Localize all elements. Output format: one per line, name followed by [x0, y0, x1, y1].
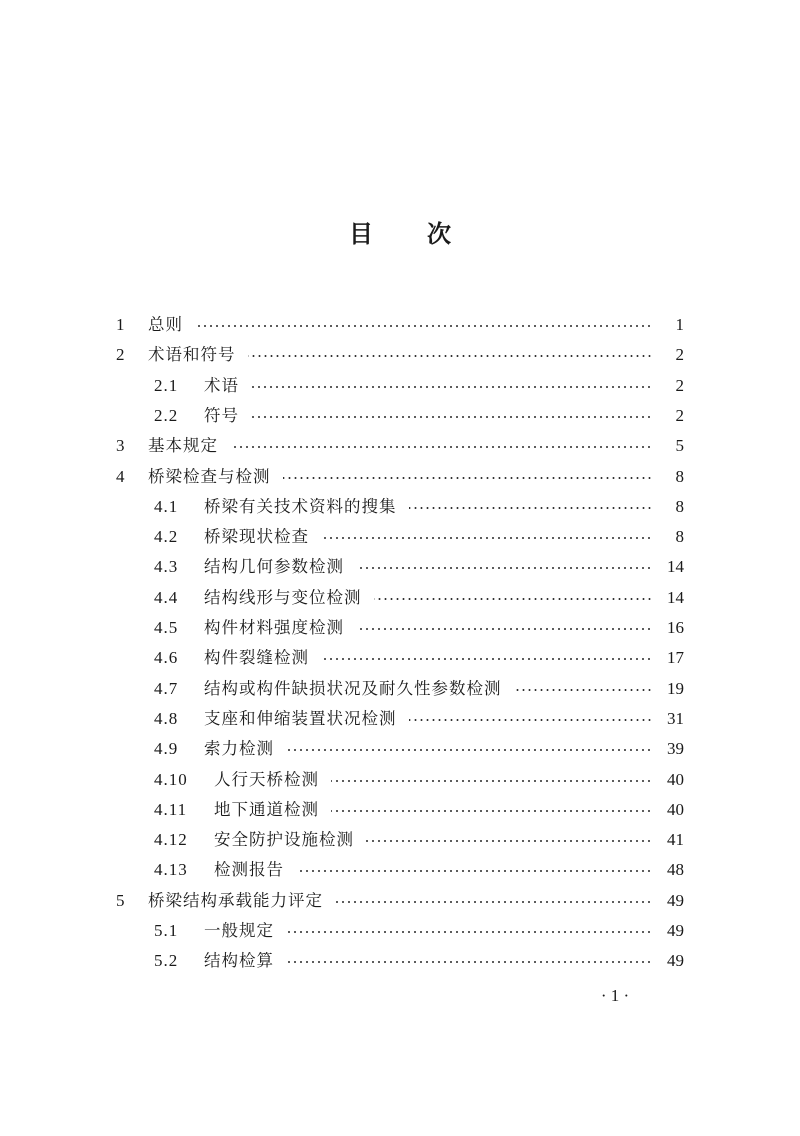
dot-leader — [374, 583, 653, 613]
toc-entry[interactable] — [116, 310, 684, 340]
toc-entry-title: 构件材料强度检测 — [204, 618, 344, 637]
toc-entry-page: 14 — [667, 587, 684, 607]
toc-entry[interactable] — [154, 946, 684, 976]
toc-entry[interactable] — [154, 825, 684, 855]
toc-entry[interactable] — [116, 462, 684, 492]
toc-entry-page: 40 — [667, 769, 684, 789]
dot-leader — [321, 643, 652, 673]
toc-entry-page: 14 — [667, 557, 684, 577]
dot-leader — [230, 431, 652, 461]
toc-entry-title: 结构线形与变位检测 — [204, 587, 362, 607]
toc-entry[interactable] — [154, 674, 684, 704]
toc-entry-title: 桥梁有关技术资料的搜集 — [204, 496, 397, 516]
dot-leader — [366, 825, 652, 855]
toc-entry-page: 8 — [675, 496, 684, 516]
toc-entry-title: 结构几何参数检测 — [204, 557, 344, 577]
toc-entry-number: 4.5 — [154, 618, 179, 637]
toc-entry-number: 4.1 — [154, 496, 179, 516]
toc-entry-page: 8 — [675, 466, 684, 486]
toc-entry-number: 3 — [116, 436, 126, 456]
toc-entry-page: 19 — [667, 678, 684, 698]
dot-leader — [321, 522, 652, 552]
toc-entry-title: 术语和符号 — [148, 345, 236, 365]
dot-leader — [331, 795, 652, 825]
toc-entry[interactable] — [154, 704, 684, 734]
toc-entry-title: 结构检算 — [204, 951, 274, 971]
dot-leader — [251, 401, 652, 431]
toc-entry-title: 支座和伸缩装置状况检测 — [204, 708, 397, 728]
toc-entry-number: 4.11 — [154, 799, 188, 819]
toc-entry-number: 4.3 — [154, 557, 179, 577]
toc-entry-title: 一般规定 — [204, 921, 274, 940]
toc-entry[interactable] — [154, 492, 684, 522]
toc-entry-page: 49 — [667, 951, 684, 971]
toc-entry[interactable] — [154, 643, 684, 673]
toc-entry[interactable] — [154, 583, 684, 613]
toc-entry-number: 4.2 — [154, 527, 179, 547]
toc-entry-page: 31 — [667, 708, 684, 728]
toc-entry-page: 2 — [675, 405, 684, 425]
toc-entry[interactable] — [154, 855, 684, 885]
dot-leader — [514, 674, 653, 704]
toc-entry-number: 4.13 — [154, 860, 188, 880]
dot-leader — [251, 371, 652, 401]
toc-entry-number: 2 — [116, 345, 126, 365]
dot-leader — [356, 613, 652, 643]
toc-entry-page: 8 — [675, 527, 684, 547]
dot-leader — [335, 886, 652, 916]
toc-entry-page: 48 — [667, 860, 684, 880]
toc-entry-number: 4.4 — [154, 587, 179, 607]
toc-entry[interactable] — [154, 401, 684, 431]
toc-entry-number: 5.1 — [154, 921, 179, 940]
toc-entry-number: 4.7 — [154, 678, 179, 698]
toc-entry[interactable] — [154, 613, 684, 643]
page-number: · 1 · — [600, 986, 630, 1005]
page-title — [0, 214, 800, 249]
toc-entry[interactable] — [154, 552, 684, 582]
toc-entry-title: 人行天桥检测 — [214, 769, 319, 789]
toc-entry-page: 2 — [675, 345, 684, 365]
toc-entry-number: 4.10 — [154, 769, 188, 789]
dot-leader — [356, 552, 652, 582]
toc-entry-title: 术语 — [204, 375, 239, 395]
dot-leader — [248, 340, 653, 370]
toc-entry[interactable] — [154, 795, 684, 825]
toc-entry-title: 安全防护设施检测 — [214, 830, 354, 850]
dot-leader — [286, 734, 652, 764]
toc-entry-number: 4 — [116, 466, 126, 486]
toc-entry-number: 5.2 — [154, 951, 179, 971]
toc-entry-page: 49 — [667, 890, 684, 910]
toc-entry-number: 4.6 — [154, 648, 179, 668]
page-title-char-1: 目 — [349, 220, 373, 248]
dot-leader — [195, 310, 652, 340]
toc-entry-page: 39 — [667, 739, 684, 759]
toc-entry-page: 41 — [667, 830, 684, 850]
toc-entry-title: 基本规定 — [148, 436, 218, 456]
toc-entry-title: 总则 — [148, 315, 183, 334]
toc-entry-title: 桥梁现状检查 — [204, 527, 309, 547]
toc-entry-page: 5 — [675, 436, 684, 456]
dot-leader — [286, 946, 652, 976]
dot-leader — [283, 462, 653, 492]
toc-entry[interactable] — [154, 734, 684, 764]
toc-entry-number: 2.1 — [154, 375, 179, 395]
toc-entry-page: 16 — [667, 618, 684, 637]
toc-entry-title: 地下通道检测 — [214, 799, 319, 819]
toc-entry[interactable] — [116, 431, 684, 461]
toc-entry-page: 17 — [667, 648, 684, 668]
dot-leader — [286, 916, 652, 946]
toc-entry-title: 桥梁检查与检测 — [148, 466, 271, 486]
toc-entry-page: 40 — [667, 799, 684, 819]
dot-leader — [409, 704, 653, 734]
toc-entry-title: 符号 — [204, 405, 239, 425]
toc-entry-title: 桥梁结构承载能力评定 — [148, 890, 323, 910]
toc-entry-number: 4.8 — [154, 708, 179, 728]
toc-entry-page: 49 — [667, 921, 684, 940]
page-title-char-2: 次 — [427, 220, 451, 248]
toc-entry-title: 构件裂缝检测 — [204, 648, 309, 668]
dot-leader — [409, 492, 653, 522]
toc-entry[interactable] — [154, 371, 684, 401]
toc-entry-number: 5 — [116, 890, 126, 910]
toc-entry-number: 4.12 — [154, 830, 188, 850]
dot-leader — [296, 855, 652, 885]
toc-entry[interactable] — [116, 340, 684, 370]
toc-entry[interactable] — [154, 916, 684, 946]
toc-entry-title: 检测报告 — [214, 860, 284, 880]
toc-entry-page: 2 — [675, 375, 684, 395]
toc-entry-title: 结构或构件缺损状况及耐久性参数检测 — [204, 678, 502, 698]
toc-entry-number: 1 — [116, 315, 126, 334]
toc-entry[interactable] — [116, 886, 684, 916]
toc-entry[interactable] — [154, 765, 684, 795]
toc-entry[interactable] — [154, 522, 684, 552]
toc-entry-number: 4.9 — [154, 739, 179, 759]
toc-entry-number: 2.2 — [154, 405, 179, 425]
toc-entry-page: 1 — [675, 315, 684, 334]
dot-leader — [331, 765, 652, 795]
toc-entry-title: 索力检测 — [204, 739, 274, 759]
